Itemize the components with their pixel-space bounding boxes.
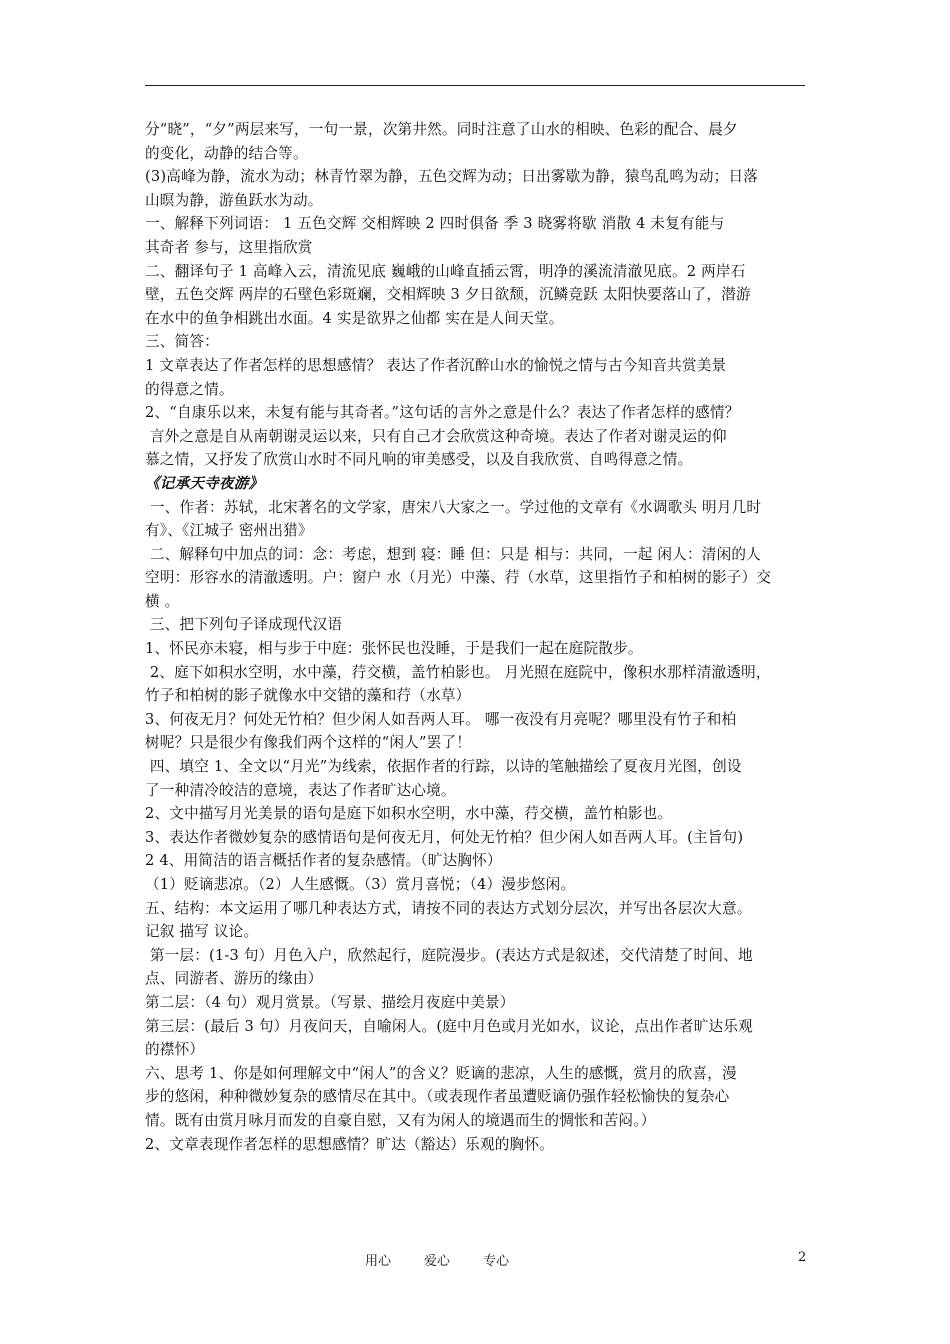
text-line: 竹子和柏树的影子就像水中交错的藻和荇（水草）: [145, 687, 471, 705]
text-line: (3)高峰为静，流水为动；林青竹翠为静，五色交辉为动；日出雾歇为静，猿鸟乱鸣为动；日落: [145, 168, 759, 186]
text-line: 壁，五色交辉 两岸的石壁色彩斑斓，交相辉映 3 夕日欲颓，沉鳞竞跃 太阳快要落山了，潜游: [145, 286, 751, 304]
text-line: 在水中的鱼争相跳出水面。4 实是欲界之仙都 实在是人间天堂。: [145, 309, 564, 327]
text-line: 三、简答：: [145, 333, 219, 351]
text-line: 横 。: [145, 592, 180, 610]
text-line: 情。既有由赏月咏月而发的自豪自慰，又有为闲人的境遇而生的惆怅和苦闷。）: [145, 1111, 656, 1129]
text-line: 2、文中描写月光美景的语句是庭下如积水空明，水中藻，荇交横，盖竹柏影也。: [145, 805, 673, 823]
text-line: （1）贬谪悲凉。（2）人生感慨。（3）赏月喜悦；（4）漫步悠闲。: [145, 876, 576, 893]
text-line: 慕之情，又抒发了欣赏山水时不同凡响的审美感受，以及自我欣赏、自鸣得意之情。: [145, 451, 693, 469]
header-rule: [145, 85, 805, 86]
text-line: 3、表达作者微妙复杂的感情语句是何夜无月，何处无竹柏？但少闲人如吾两人耳。(主旨句): [145, 828, 744, 846]
text-line: 六、思考 1、你是如何理解文中“闲人”的含义？贬谪的悲凉，人生的感慨，赏月的欣喜，漫: [145, 1064, 737, 1082]
text-line: 三、把下列句子译成现代汉语: [145, 616, 343, 634]
text-line: 一、解释下列词语： 1 五色交辉 交相辉映 2 四时俱备 季 3 晓雾将歇 消散 4 未复有能与: [145, 215, 725, 233]
page-number: 2: [798, 1250, 807, 1265]
text-line: 其奇者 参与，这里指欣赏: [145, 238, 313, 256]
text-line: 树呢？只是很少有像我们两个这样的“闲人”罢了！: [145, 734, 471, 752]
text-line: 1 文章表达了作者怎样的思想感情？ 表达了作者沉醉山水的愉悦之情与古今知音共赏美景: [145, 356, 727, 374]
text-line: 空明：形容水的清澈透明。户：窗户 水（月光）中藻、荇（水草，这里指竹子和柏树的影子）交: [145, 569, 772, 587]
text-line: 二、解释句中加点的词：念：考虑，想到 寝：睡 但：只是 相与：共同，一起 闲人：清闲的人: [145, 545, 761, 563]
text-line: 第一层：(1-3 句）月色入户，欣然起行，庭院漫步。(表达方式是叙述，交代清楚了时间、地: [145, 946, 753, 964]
text-line: 分“晓”，“夕”两层来写，一句一景，次第井然。同时注意了山水的相映、色彩的配合、晨夕: [145, 121, 738, 138]
text-line: 第三层：(最后 3 句）月夜问天，自喻闲人。(庭中月色或月光如水，议论，点出作者旷达乐观: [145, 1017, 753, 1035]
text-line: 2、文章表现作者怎样的思想感情？旷达（豁达）乐观的胸怀。: [145, 1135, 554, 1153]
text-line: 有》、《江城子 密州出猎》: [145, 522, 313, 540]
section-title: 《记承天寺夜游》: [145, 474, 264, 492]
footer-motto: 用心 爱心 专心: [365, 1254, 510, 1269]
text-line: 四、填空 1、全文以“月光”为线索，依据作者的行踪，以诗的笔触描绘了夏夜月光图，创设: [145, 758, 742, 776]
text-line: 2、庭下如积水空明，水中藻，荇交横，盖竹柏影也。 月光照在庭院中，像积水那样清澈透明，: [145, 663, 771, 681]
text-line: 3、何夜无月？何处无竹柏？但少闲人如吾两人耳。 哪一夜没有月亮呢？哪里没有竹子和柏: [145, 710, 737, 728]
text-line: 了一种清冷皎洁的意境，表达了作者旷达心境。: [145, 781, 456, 799]
text-line: 第二层：（4 句）观月赏景。（写景、描绘月夜庭中美景）: [145, 993, 515, 1011]
text-line: 一、作者：苏轼，北宋著名的文学家，唐宋八大家之一。学过他的文章有《水调歌头 明月几时: [145, 498, 762, 516]
text-line: 五、结构：本文运用了哪几种表达方式，请按不同的表达方式划分层次，并写出各层次大意。: [145, 899, 752, 917]
document-body: [145, 118, 813, 1156]
text-line: 1、怀民亦未寝，相与步于中庭：张怀民也没睡，于是我们一起在庭院散步。: [145, 640, 643, 658]
text-line: 言外之意是自从南朝谢灵运以来，只有自己才会欣赏这种奇境。表达了作者对谢灵运的仰: [145, 427, 727, 445]
text-line: 的变化，动静的结合等。: [145, 144, 308, 162]
text-line: 2、“自康乐以来，未复有能与其奇者。”这句话的言外之意是什么？表达了作者怎样的感情？: [145, 404, 740, 422]
text-line: 步的悠闲，种种微妙复杂的感情尽在其中。（或表现作者虽遭贬谪仍强作轻松愉快的复杂心: [145, 1088, 730, 1106]
text-line: 二、翻译句子 1 高峰入云，清流见底 巍峨的山峰直插云霄，明净的溪流清澈见底。2 两岸石: [145, 262, 746, 280]
text-line: 点、同游者、游历的缘由）: [145, 970, 323, 988]
text-line: 记叙 描写 议论。: [145, 923, 259, 941]
text-line: 山暝为静，游鱼跃水为动。: [145, 191, 323, 209]
text-line: 的得意之情。: [145, 380, 234, 398]
page-footer: [0, 1250, 950, 1270]
text-line: 的襟怀）: [145, 1041, 205, 1059]
text-line: 2 4、用简洁的语言概括作者的复杂感情。（旷达胸怀）: [145, 852, 502, 870]
